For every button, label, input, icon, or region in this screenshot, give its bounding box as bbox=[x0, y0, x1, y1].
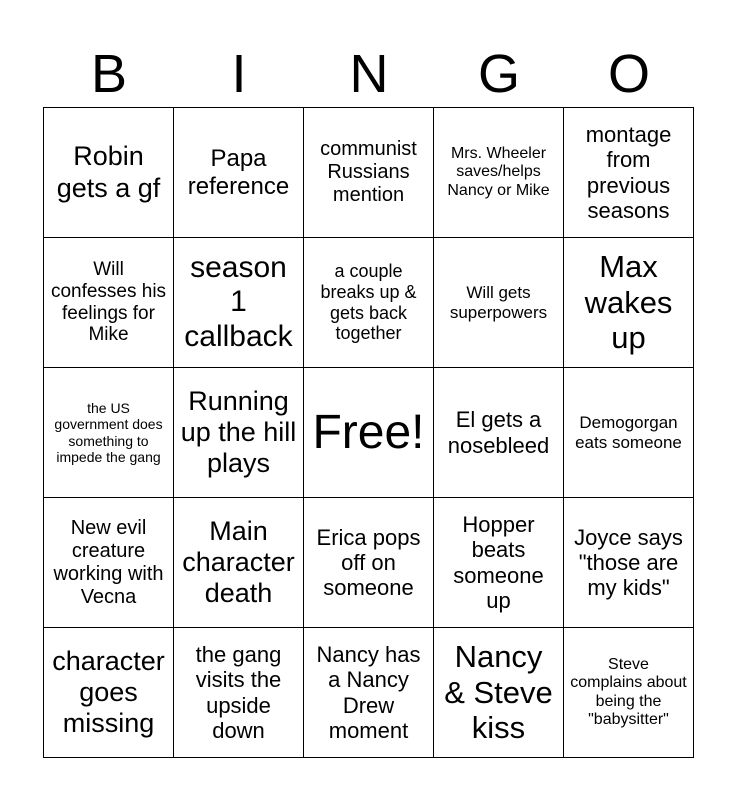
bingo-cell[interactable] bbox=[44, 368, 174, 498]
bingo-cell[interactable] bbox=[174, 498, 304, 628]
bingo-cell[interactable] bbox=[174, 368, 304, 498]
cell-text: Demogorgan eats someone bbox=[575, 412, 682, 452]
bingo-cell[interactable] bbox=[564, 108, 694, 238]
header-letter-i: I bbox=[231, 44, 247, 104]
cell-text: Running up the hill plays bbox=[180, 385, 297, 479]
bingo-cell[interactable] bbox=[564, 368, 694, 498]
bingo-cell[interactable] bbox=[44, 498, 174, 628]
bingo-cell[interactable] bbox=[304, 108, 434, 238]
cell-text: Will gets superpowers bbox=[449, 282, 548, 322]
cell-text: Nancy has a Nancy Drew moment bbox=[316, 641, 421, 743]
cell-text: montage from previous seasons bbox=[585, 121, 672, 223]
header-letter-b: B bbox=[90, 44, 128, 104]
header-letter-o: O bbox=[607, 44, 650, 104]
bingo-cell[interactable] bbox=[44, 238, 174, 368]
cell-text: Hopper beats someone up bbox=[453, 511, 544, 613]
cell-text: Robin gets a gf bbox=[56, 141, 161, 203]
bingo-cell[interactable] bbox=[304, 498, 434, 628]
bingo-header bbox=[44, 40, 694, 108]
cell-text: Will confesses his feelings for Mike bbox=[50, 258, 167, 346]
cell-text: communist Russians mention bbox=[320, 138, 417, 206]
bingo-cell[interactable] bbox=[44, 628, 174, 758]
header-letter-n: N bbox=[349, 44, 389, 104]
bingo-cell[interactable] bbox=[434, 368, 564, 498]
bingo-cell[interactable] bbox=[434, 238, 564, 368]
cell-text: a couple breaks up & gets back together bbox=[320, 261, 417, 344]
cell-text: the gang visits the upside down bbox=[195, 641, 282, 743]
cell-text: Main character death bbox=[182, 515, 295, 609]
cell-text: character goes missing bbox=[52, 645, 165, 739]
bingo-cell[interactable] bbox=[434, 628, 564, 758]
bingo-cell[interactable] bbox=[564, 628, 694, 758]
cell-text: Steve complains about being the "babysitter" bbox=[570, 655, 687, 728]
cell-text: Mrs. Wheeler saves/helps Nancy or Mike bbox=[447, 144, 550, 199]
cell-text: season 1 callback bbox=[184, 250, 293, 353]
bingo-cell[interactable] bbox=[564, 238, 694, 368]
header-letter-g: G bbox=[477, 44, 520, 104]
bingo-grid bbox=[43, 107, 694, 758]
bingo-cell[interactable] bbox=[44, 108, 174, 238]
bingo-cell[interactable] bbox=[174, 628, 304, 758]
cell-text: El gets a nosebleed bbox=[447, 407, 550, 458]
cell-text: Nancy & Steve kiss bbox=[444, 639, 553, 746]
free-space-cell[interactable] bbox=[304, 368, 434, 498]
bingo-cell[interactable] bbox=[434, 108, 564, 238]
cell-text: Max wakes up bbox=[584, 249, 673, 356]
cell-text: Papa reference bbox=[187, 144, 290, 200]
cell-text: New evil creature working with Vecna bbox=[53, 516, 164, 608]
cell-text: Erica pops off on someone bbox=[316, 524, 421, 601]
bingo-cell[interactable] bbox=[304, 628, 434, 758]
bingo-cell[interactable] bbox=[564, 498, 694, 628]
cell-text: Joyce says "those are my kids" bbox=[574, 524, 683, 601]
free-space-text: Free! bbox=[312, 405, 425, 459]
bingo-cell[interactable] bbox=[434, 498, 564, 628]
cell-text: the US government does something to impede the gang bbox=[54, 400, 163, 465]
bingo-cell[interactable] bbox=[304, 238, 434, 368]
bingo-cell[interactable] bbox=[174, 238, 304, 368]
bingo-cell[interactable] bbox=[174, 108, 304, 238]
